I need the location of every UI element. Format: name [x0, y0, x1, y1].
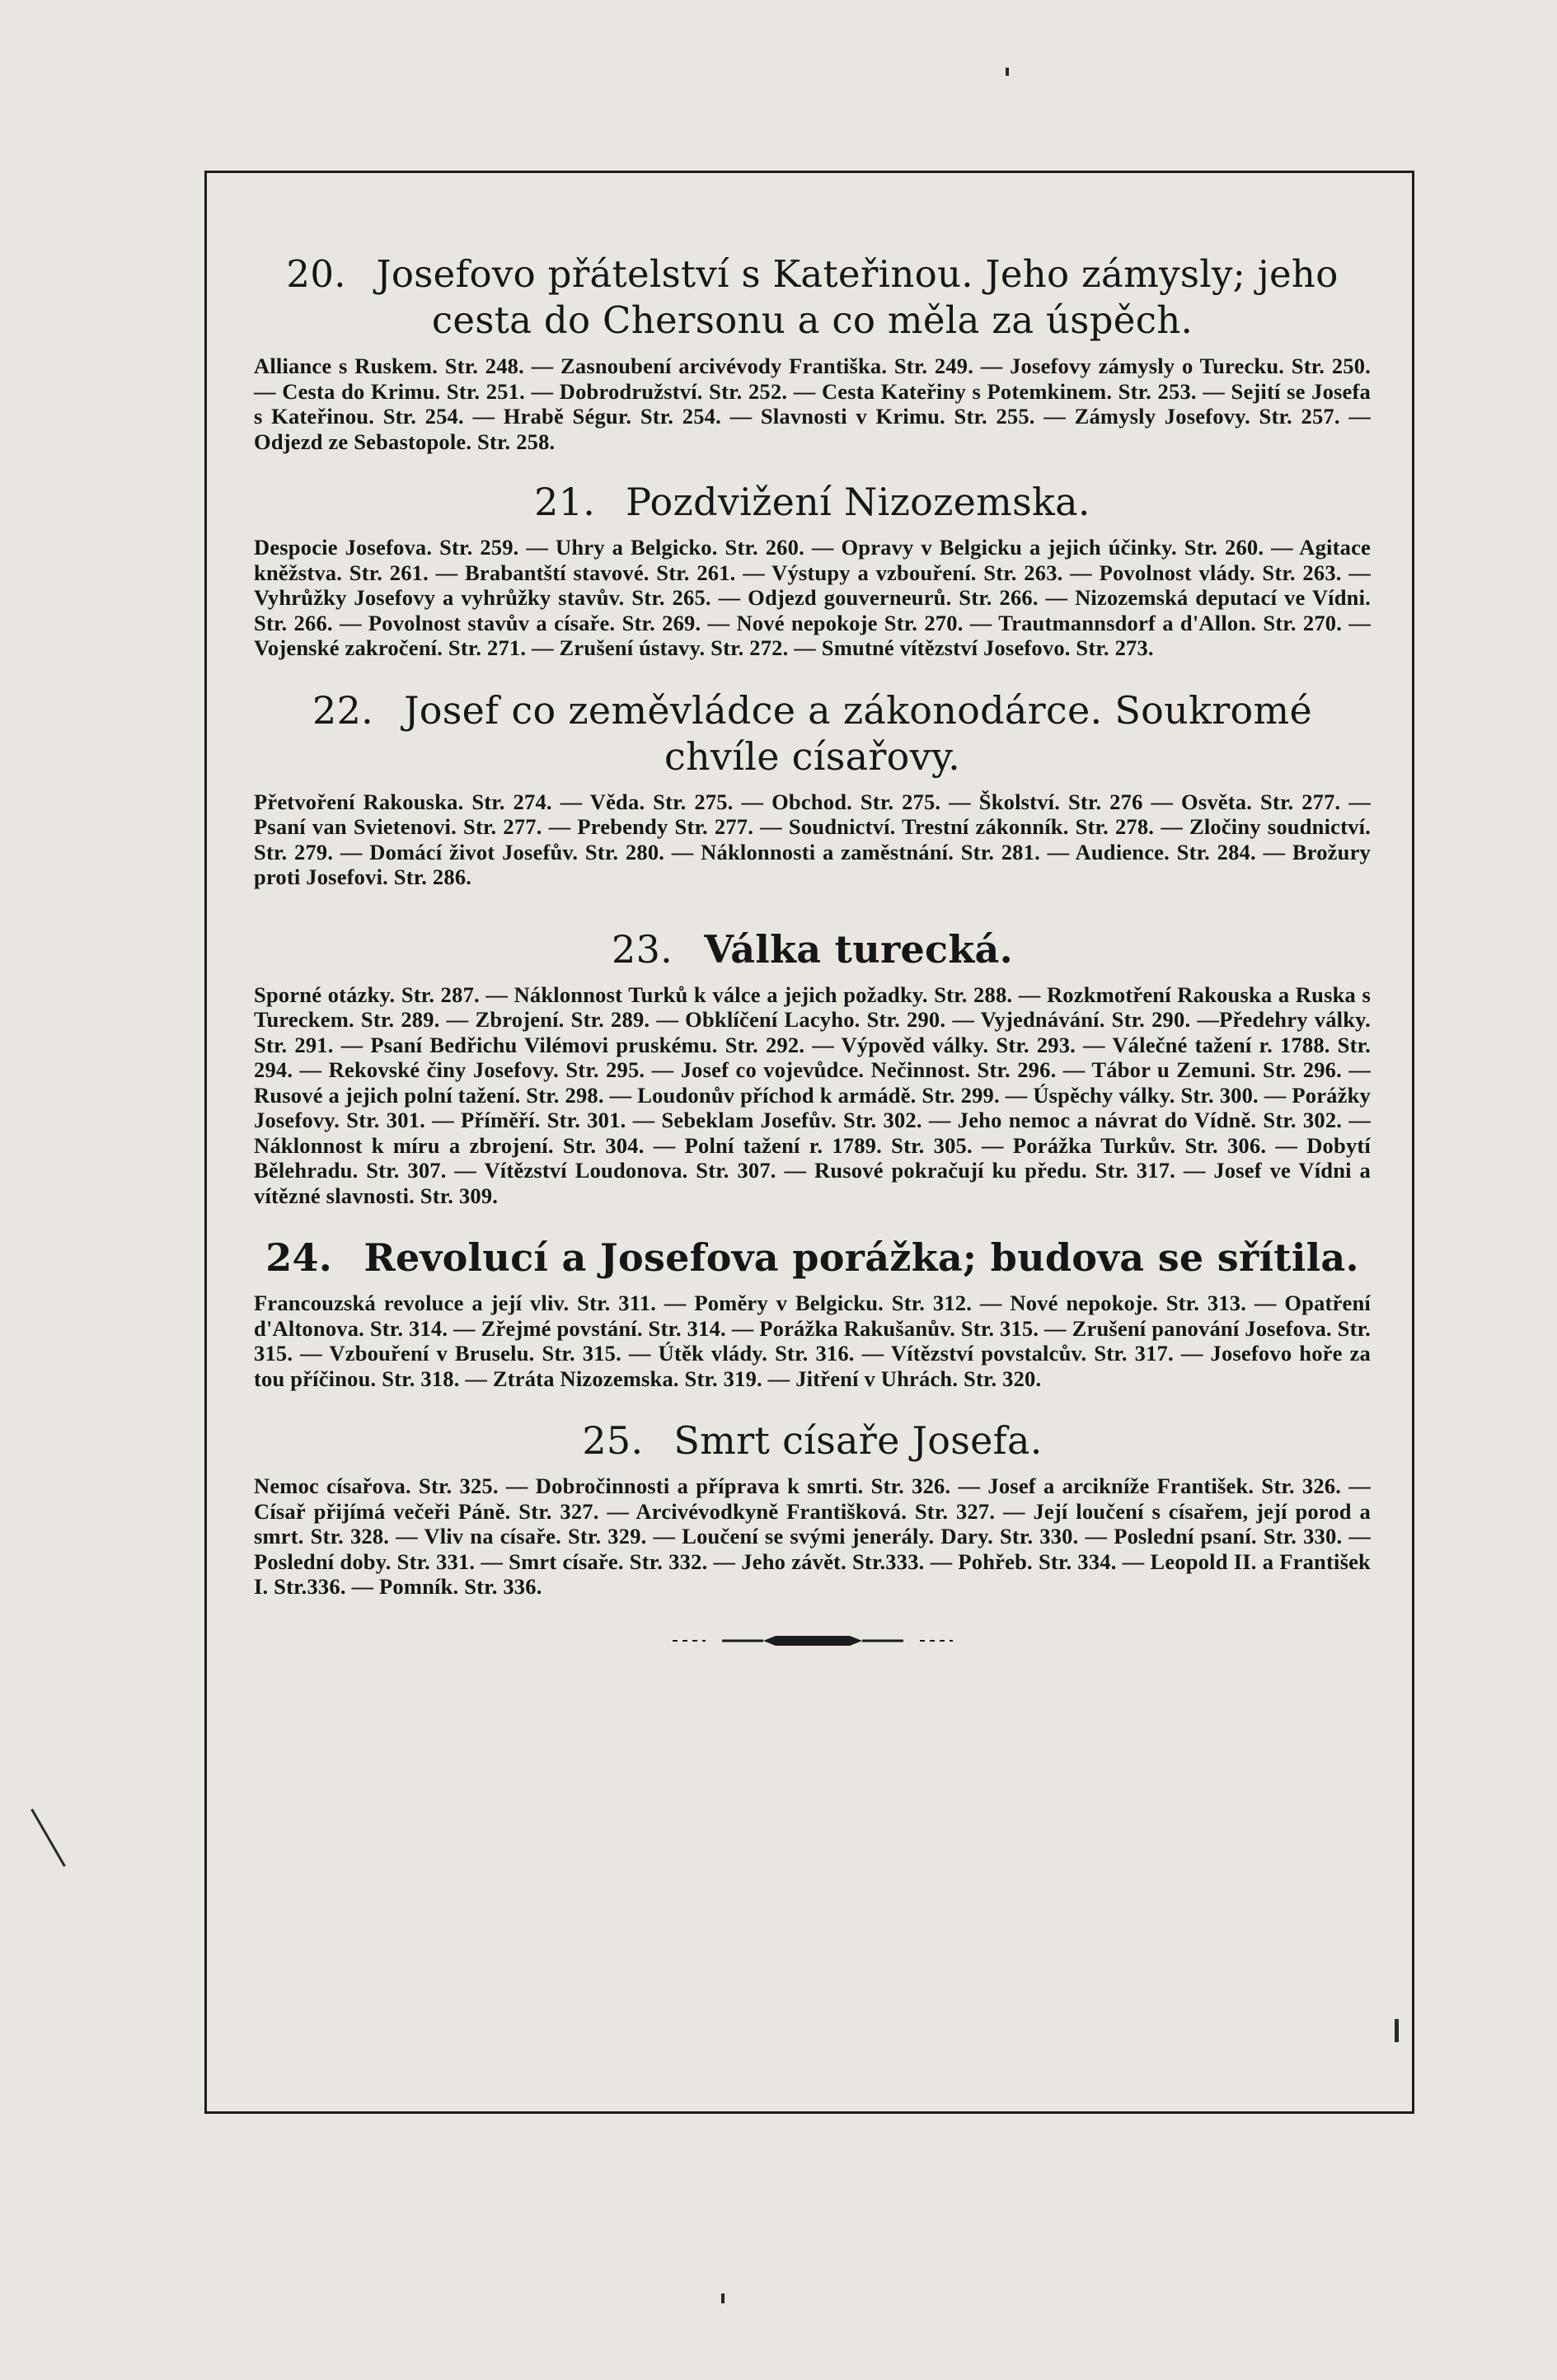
chapter-summary: Alliance s Ruskem. Str. 248. — Zasnoubení arcivévody Františka. Str. 249. — Josefovy zámysly o Turecku. Str. 250. — Cesta do Krimu. Str. 251. — Dobrodružství. Str. 252. — Cesta Kateřiny s Potemkinem. Str. 253. — Sejití se Josefa s Kateřinou. Str. 254. — Hrabě Ségur. Str. 254. — Slavnosti v Krimu. Str. 255. — Zámysly Josefovy. Str. 257. — Odjezd ze Sebastopole. Str. 258. [254, 354, 1371, 454]
chapter-title: Smrt císaře Josefa. [673, 1418, 1043, 1463]
chapter-number: 25. [582, 1418, 644, 1463]
chapter-summary: Nemoc císařova. Str. 325. — Dobročinnosti a příprava k smrti. Str. 326. — Josef a arcikníže František. Str. 326. — Císař přijímá večeři Páně. Str. 327. — Arcivévodkyně Františková. Str. 327. — Její loučení s císařem, její porod a smrt. Str. 328. — Vliv na císaře. Str. 329. — Loučení se svými jenerály. Dary. Str. 330. — Poslední psaní. Str. 330. — Poslední doby. Str. 331. — Smrt císaře. Str. 332. — Jeho závět. Str.333. — Pohřeb. Str. 334. — Leopold II. a František I. Str.336. — Pomník. Str. 336. [254, 1473, 1371, 1599]
chapter-summary: Přetvoření Rakouska. Str. 274. — Věda. Str. 275. — Obchod. Str. 275. — Školství. Str. 276 — Osvěta. Str. 277. — Psaní van Svietenovi. Str. 277. — Prebendy Str. 277. — Soudnictví. Trestní zákonník. Str. 278. — Zločiny soudnictví. Str. 279. — Domácí život Josefův. Str. 280. — Náklonnosti a zaměstnání. Str. 281. — Audience. Str. 284. — Brožury proti Josefovi. Str. 286. [254, 789, 1371, 889]
ornament-dash-icon [673, 1629, 953, 1652]
chapter-heading [254, 1417, 1371, 1464]
chapter-heading [254, 251, 1371, 344]
table-of-contents-page [254, 251, 1371, 1652]
chapter-20 [254, 251, 1371, 454]
chapter-title: Revolucí a Josefova porážka; budova se sřítila. [363, 1235, 1359, 1280]
chapter-number: 23. [612, 926, 673, 972]
chapter-summary: Despocie Josefova. Str. 259. — Uhry a Belgicko. Str. 260. — Opravy v Belgicku a jejich účinky. Str. 260. — Agitace kněžstva. Str. 261. — Brabantští stavové. Str. 261. — Výstupy a vzbouření. Str. 263. — Povolnost vlády. Str. 263. — Vyhrůžky Josefovy a vyhrůžky stavův. Str. 265. — Odjezd gouverneurů. Str. 266. — Nizozemská deputací ve Vídni. Str. 266. — Povolnost stavův a císaře. Str. 269. — Nové nepokoje Str. 270. — Trautmannsdorf a d'Allon. Str. 270. — Vojenské zakročení. Str. 271. — Zrušení ústavy. Str. 272. — Smutné vítězství Josefovo. Str. 273. [254, 535, 1371, 660]
chapter-heading [254, 926, 1371, 972]
scan-mark [721, 2293, 725, 2303]
chapter-title: Josef co zeměvládce a zákonodárce. Soukromé chvíle císařovy. [404, 687, 1312, 779]
chapter-number: 20. [286, 252, 346, 296]
chapter-24 [254, 1235, 1371, 1391]
chapter-title: Pozdvižení Nizozemska. [626, 480, 1090, 524]
chapter-22 [254, 687, 1371, 890]
scan-mark [1395, 2019, 1399, 2042]
chapter-number: 21. [534, 480, 596, 524]
chapter-title: Válka turecká. [704, 926, 1013, 972]
chapter-summary: Sporné otázky. Str. 287. — Náklonnost Turků k válce a jejich požadky. Str. 288. — Rozkmotření Rakouska a Ruska s Tureckem. Str. 289. — Zbrojení. Str. 289. — Obklíčení Lacyho. Str. 290. — Vyjednávání. Str. 290. —Předehry války. Str. 291. — Psaní Bedřichu Vilémovi pruskému. Str. 292. — Výpověd války. Str. 293. — Válečné tažení r. 1788. Str. 294. — Rekovské činy Josefovy. Str. 295. — Josef co vojevůdce. Nečinnost. Str. 296. — Tábor u Zemuni. Str. 296. — Rusové a jejich polní tažení. Str. 298. — Loudonův příchod k armádě. Str. 299. — Úspěchy války. Str. 300. — Porážky Josefovy. Str. 301. — Příměří. Str. 301. — Sebeklam Josefův. Str. 302. — Jeho nemoc a návrat do Vídně. Str. 302. — Náklonnost k míru a zbrojení. Str. 304. — Polní tažení r. 1789. Str. 305. — Porážka Turkův. Str. 306. — Dobytí Bělehradu. Str. 307. — Vítězství Loudonova. Str. 307. — Rusové pokračují ku předu. Str. 317. — Josef ve Vídni a vítězné slavnosti. Str. 309. [254, 982, 1371, 1208]
chapter-heading [254, 687, 1371, 780]
chapter-summary: Francouzská revoluce a její vliv. Str. 311. — Poměry v Belgicku. Str. 312. — Nové nepokoje. Str. 313. — Opatření d'Altonova. Str. 314. — Zřejmé povstání. Str. 314. — Porážka Rakušanův. Str. 315. — Zrušení panování Josefova. Str. 315. — Vzbouření v Bruselu. Str. 315. — Útěk vlády. Str. 316. — Vítězství povstalcův. Str. 317. — Josefovo hoře za tou příčinou. Str. 318. — Ztráta Nizozemska. Str. 319. — Jitření v Uhrách. Str. 320. [254, 1291, 1371, 1391]
chapter-heading [254, 1235, 1371, 1281]
scan-mark [1006, 68, 1009, 76]
chapter-number: 22. [312, 687, 374, 733]
chapter-23 [254, 926, 1371, 1209]
chapter-title: Josefovo přátelství s Kateřinou. Jeho zámysly; jeho cesta do Chersonu a co měla za úspěch. [376, 252, 1339, 342]
chapter-21 [254, 479, 1371, 661]
chapter-number: 24. [265, 1235, 333, 1280]
scan-mark [30, 1809, 66, 1867]
end-ornament-rule [673, 1629, 953, 1652]
chapter-heading [254, 479, 1371, 525]
chapter-25 [254, 1417, 1371, 1600]
